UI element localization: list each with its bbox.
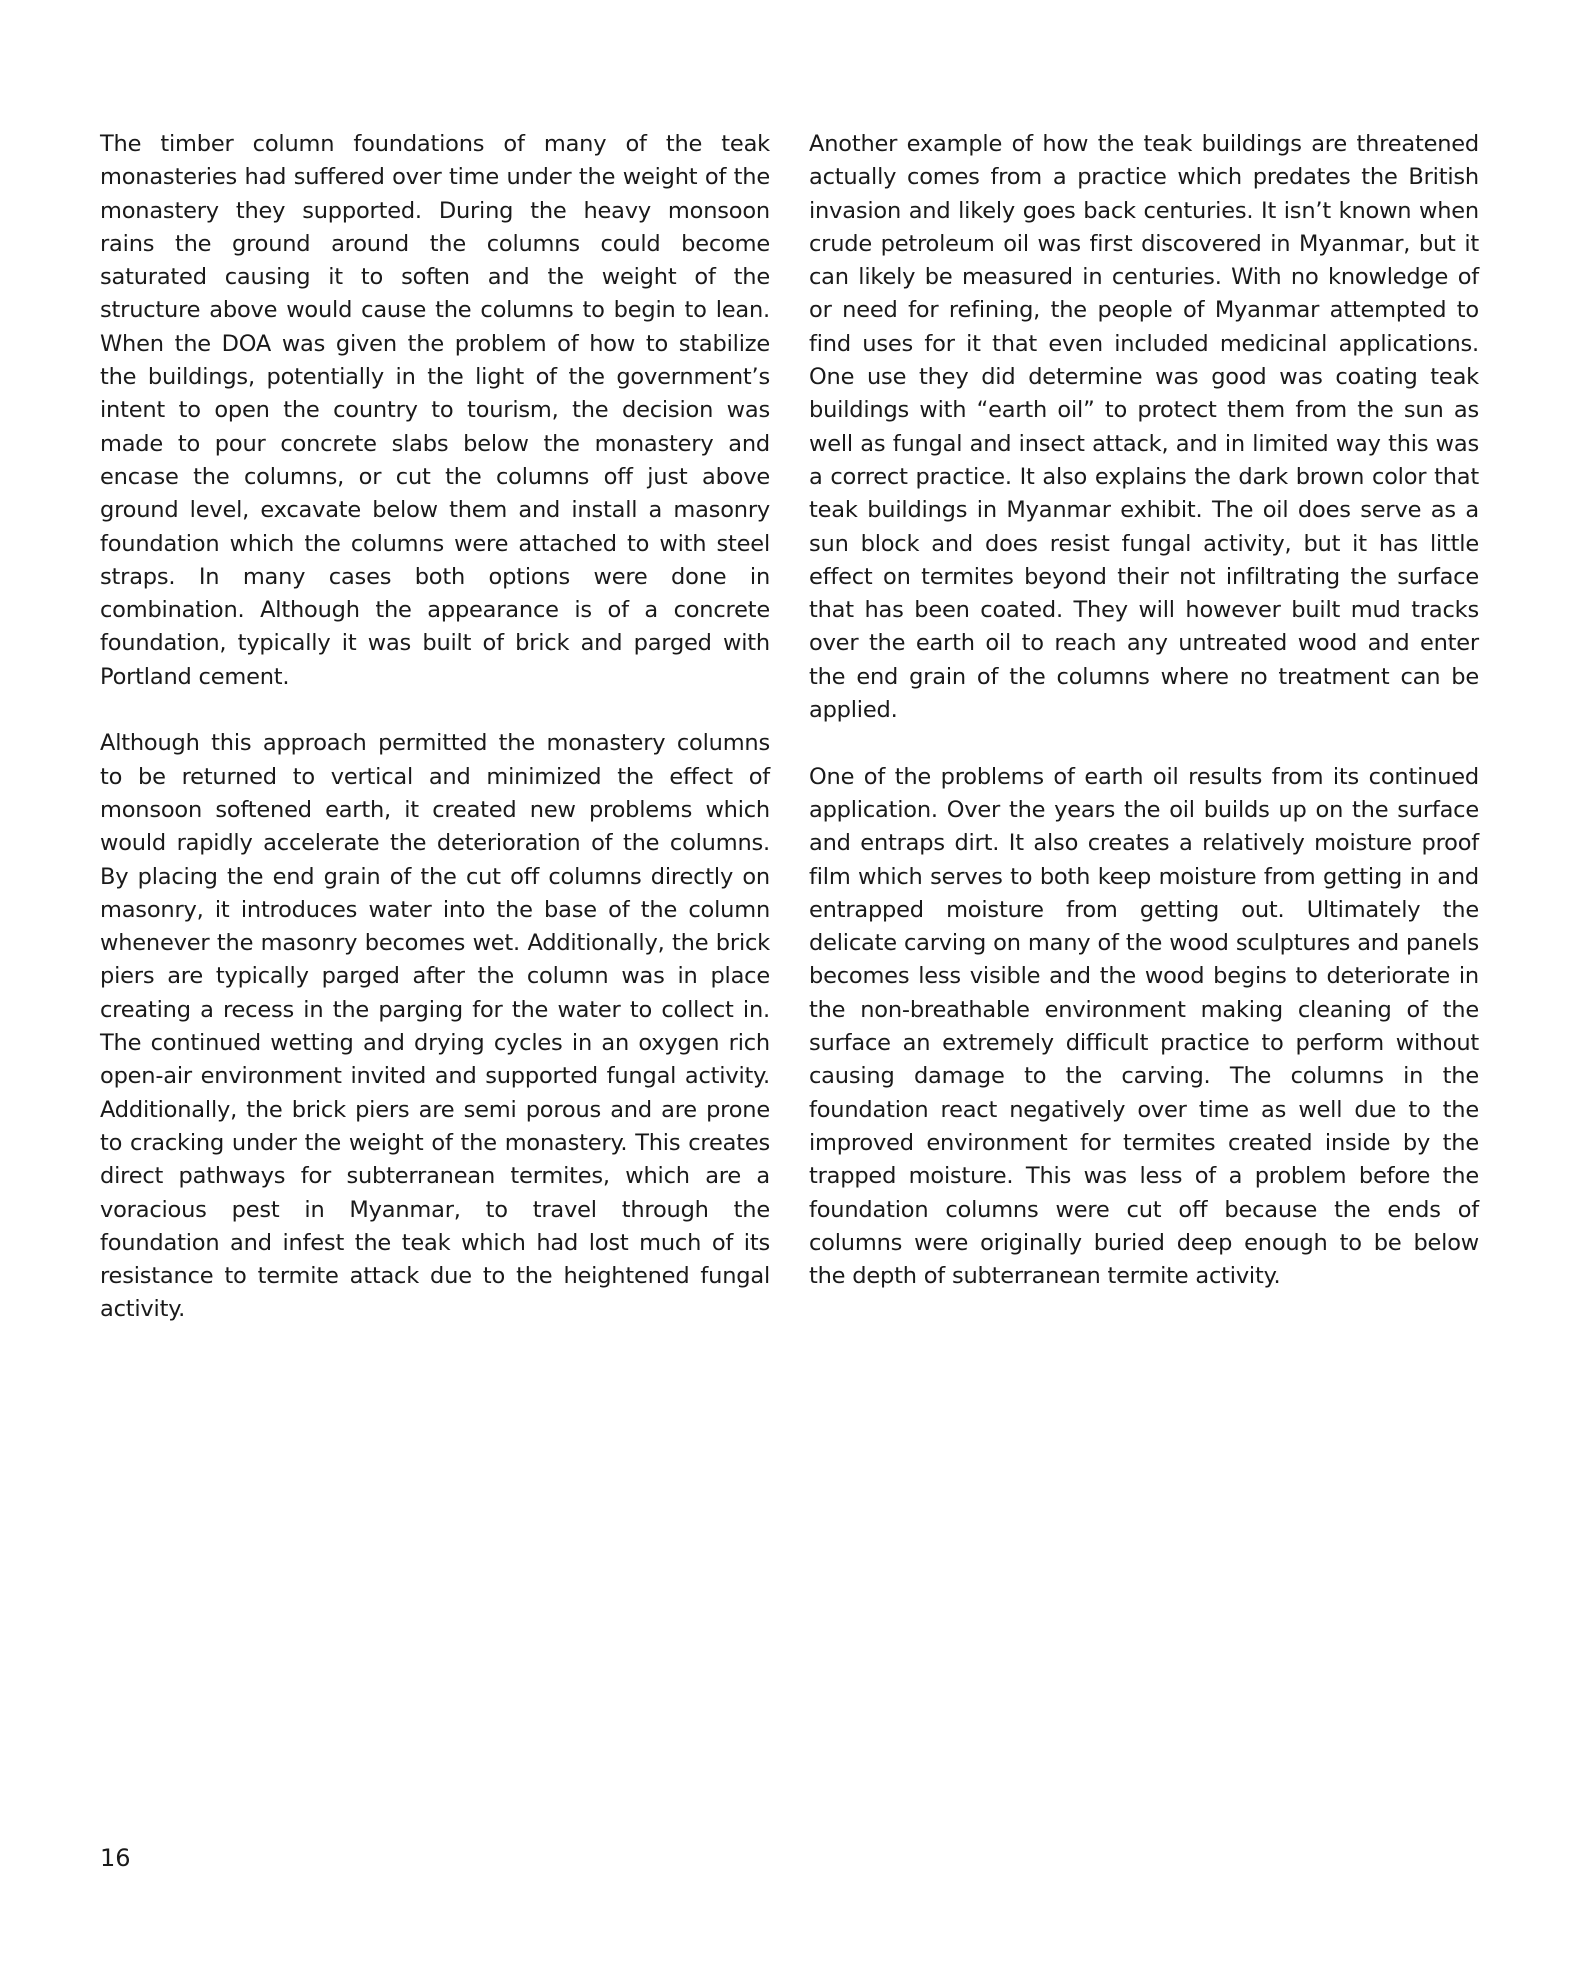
paragraph: One of the problems of earth oil results from its continued application. Over the years the oil builds up on the surface and entraps dirt. It also creates a relatively moisture proof film which serves to both keep moisture from getting in and entrapped moisture from getting out. Ultimately the delicate carving on many of the wood sculptures and panels becomes less visible and the wood begins to deteriorate in the non-breathable environment making cleaning of the surface an extremely difficult practice to perform without causing damage to the carving. The columns in the foundation react negatively over time as well due to the improved environment for termites created inside by the trapped moisture. This was less of a problem before the foundation columns were cut off because the ends of columns were originally buried deep enough to be below the depth of subterranean termite activity.: [809, 763, 1479, 1290]
left-text-column: [100, 128, 770, 1360]
paragraph: Another example of how the teak buildings are threatened actually comes from a practice which predates the British invasion and likely goes back centuries. It isn’t known when crude petroleum oil was first discovered in Myanmar, but it can likely be measured in centuries. With no knowledge of or need for refining, the people of Myanmar attempted to find uses for it that even included medicinal applications. One use they did determine was good was coating teak buildings with “earth oil” to protect them from the sun as well as fungal and insect attack, and in limited way this was a correct practice. It also explains the dark brown color that teak buildings in Myanmar exhibit. The oil does serve as a sun block and does resist fungal activity, but it has little effect on termites beyond their not infiltrating the surface that has been coated. They will however built mud tracks over the earth oil to reach any untreated wood and enter the end grain of the columns where no treatment can be applied.: [809, 131, 1479, 724]
paragraph: The timber column foundations of many of the teak monasteries had suffered over time under the weight of the monastery they supported. During the heavy monsoon rains the ground around the columns could become saturated causing it to soften and the weight of the structure above would cause the columns to begin to lean. When the DOA was given the problem of how to stabilize the buildings, potentially in the light of the government’s intent to open the country to tourism, the decision was made to pour concrete slabs below the monastery and encase the columns, or cut the columns off just above ground level, excavate below them and install a masonry foundation which the columns were attached to with steel straps. In many cases both options were done in combination. Although the appearance is of a concrete foundation, typically it was built of brick and parged with Portland cement.: [100, 131, 770, 690]
paragraph: Although this approach permitted the monastery columns to be returned to vertical and minimized the effect of monsoon softened earth, it created new problems which would rapidly accelerate the deterioration of the columns. By placing the end grain of the cut off columns directly on masonry, it introduces water into the base of the column whenever the masonry becomes wet. Additionally, the brick piers are typically parged after the column was in place creating a recess in the parging for the water to collect in. The continued wetting and drying cycles in an oxygen rich open-air environment invited and supported fungal activity. Additionally, the brick piers are semi porous and are prone to cracking under the weight of the monastery. This creates direct pathways for subterranean termites, which are a voracious pest in Myanmar, to travel through the foundation and infest the teak which had lost much of its resistance to termite attack due to the heightened fungal activity.: [100, 730, 770, 1323]
right-text-column: [809, 128, 1479, 1327]
page-number: 16: [100, 1844, 131, 1872]
